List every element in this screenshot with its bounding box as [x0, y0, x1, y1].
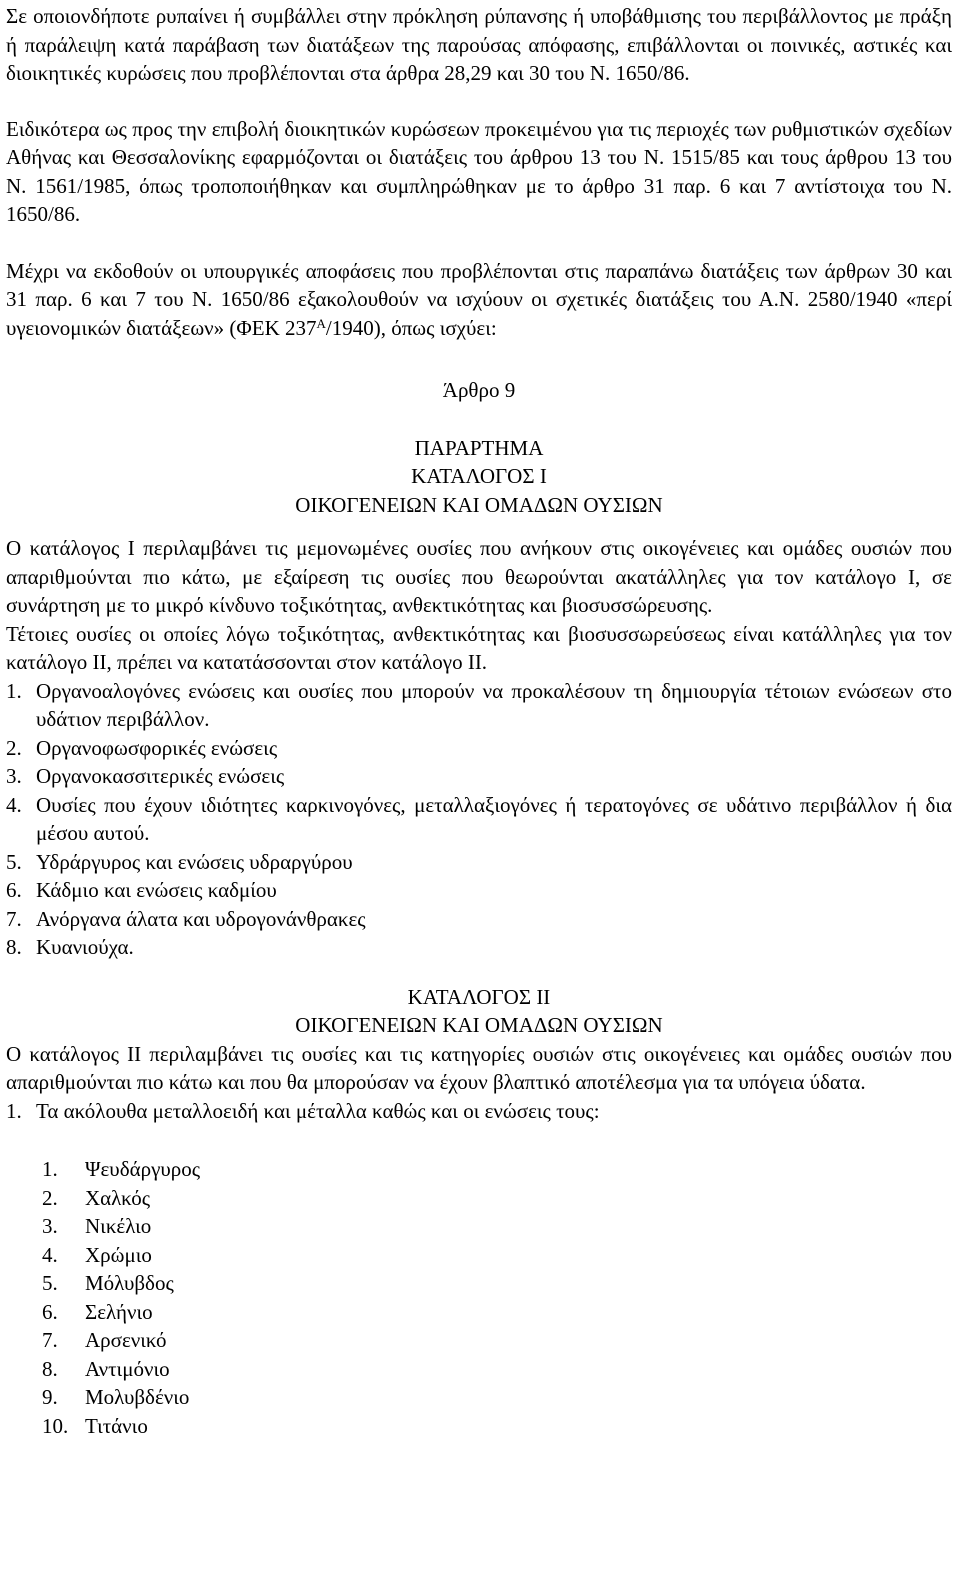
metal-item [6, 1298, 952, 1327]
list-item [6, 933, 952, 962]
metal-item-number: 8. [42, 1356, 58, 1381]
list-item-number: 1. [6, 678, 22, 703]
metal-item-text: Αρσενικό [85, 1328, 167, 1352]
metal-item-text: Μόλυβδος [85, 1271, 174, 1295]
metal-item [6, 1326, 952, 1355]
list-item-number: 1. [6, 1098, 22, 1123]
metals-list [6, 1155, 952, 1440]
metal-item-text: Τιτάνιο [85, 1413, 148, 1438]
list-item-number: 4. [6, 792, 22, 817]
list-item-text: Οργανοαλογόνες ενώσεις και ουσίες που μπορούν να προκαλέσουν τη δημιουργία τέτοιων ενώσεων στο υδάτιον περιβάλλον. [36, 678, 952, 731]
superscript: Α [316, 315, 326, 331]
metal-item [6, 1184, 952, 1213]
metal-item-text: Σελήνιο [85, 1299, 153, 1324]
metal-item-number: 3. [42, 1214, 58, 1238]
catalog2-list [6, 1097, 952, 1126]
paragraph-text: Μέχρι να εκδοθούν οι υπουργικές αποφάσεις που προβλέπονται στις παραπάνω διατάξεις των άρθρων 30 και 31 παρ. 6 και 7 του Ν. 1650/86 εξακολουθούν να ισχύουν οι σχετικές διατάξεις του Α.Ν. 2580/1940 «περί υγειονομικών διατάξεων» (ΦΕΚ 237 [6, 258, 952, 340]
document-page [6, 0, 952, 1440]
catalog1-intro: Ο κατάλογος Ι περιλαμβάνει τις μεμονωμένες ουσίες που ανήκουν στις οικογένειες και ομάδες ουσιών που απαριθμούνται πιο κάτω, με εξαίρεση τις ουσίες που θεωρούνται ακατάλληλες για τον κατάλογο Ι, σε συνάρτηση με το μικρό κίνδυνο τοξικότητας, ανθεκτικότητας και βιοσυσσώρευσης. [6, 536, 952, 617]
list-item [6, 762, 952, 791]
list-item-number: 3. [6, 764, 22, 788]
list-item-text: Ανόργανα άλατα και υδρογονάνθρακες [36, 906, 366, 931]
list-item-text: Κάδμιο και ενώσεις καδμίου [36, 878, 277, 902]
catalog2-title: ΚΑΤΑΛΟΓΟΣ ΙΙ [407, 984, 551, 1009]
catalog1-title: ΚΑΤΑΛΟΓΟΣ Ι [411, 464, 547, 488]
metal-item-number: 5. [42, 1271, 58, 1295]
list-item-text: Ουσίες που έχουν ιδιότητες καρκινογόνες, μεταλλαξιογόνες ή τερατογόνες σε υδάτινο περιβάλλον ή δια μέσου αυτού. [36, 792, 952, 845]
metal-item-text: Χαλκός [85, 1185, 151, 1210]
metal-item [6, 1383, 952, 1412]
paragraph-penalties: Σε οποιονδήποτε ρυπαίνει ή συμβάλλει στην πρόκληση ρύπανσης ή υποβάθμισης του περιβάλλοντος με πράξη ή παράλειψη κατά παράβαση των διατάξεων της παρούσας απόφασης, επιβάλλονται οι ποινικές, αστικές και διοικητικές κυρώσεις που προβλέπονται στα άρθρα 28,29 και 30 του Ν. 1650/86. [6, 4, 952, 85]
catalog1-note: Τέτοιες ουσίες οι οποίες λόγω τοξικότητας, ανθεκτικότητας και βιοσυσσωρεύσεως είναι κατάλληλες για τον κατάλογο ΙΙ, πρέπει να κατατάσσονται στον κατάλογο ΙΙ. [6, 621, 952, 674]
list-item-text: Οργανοκασσιτερικές ενώσεις [36, 764, 285, 788]
metal-item-number: 7. [42, 1328, 58, 1352]
list-item-number: 6. [6, 878, 22, 902]
paragraph-transitional-provisions [6, 257, 952, 343]
metal-item [6, 1241, 952, 1270]
metal-item-text: Χρώμιο [85, 1242, 152, 1267]
list-item [6, 677, 952, 734]
metal-item [6, 1155, 952, 1184]
list-item [6, 734, 952, 763]
metal-item-text: Αντιμόνιο [85, 1356, 170, 1381]
annex-title: ΠΑΡΑΡΤΗΜΑ [414, 435, 544, 460]
metal-item-number: 1. [42, 1157, 58, 1181]
list-item-text: Κυανιούχα. [36, 935, 134, 959]
metal-item-number: 4. [42, 1242, 58, 1267]
list-item [6, 848, 952, 877]
metal-item-number: 6. [42, 1299, 58, 1324]
metal-item [6, 1355, 952, 1384]
catalog2-intro: Ο κατάλογος ΙΙ περιλαμβάνει τις ουσίες και τις κατηγορίες ουσιών στις οικογένειες και ομάδες ουσιών που απαριθμούνται πιο κάτω και που θα μπορούσαν να έχουν βλαπτικό αποτέλεσμα για τα υπόγεια ύδατα. [6, 1041, 952, 1094]
list-item-number: 2. [6, 735, 22, 760]
list-item [6, 876, 952, 905]
list-item-text: Υδράργυρος και ενώσεις υδραργύρου [36, 849, 353, 874]
list-item [6, 1097, 952, 1126]
metal-item-number: 10. [42, 1413, 69, 1438]
paragraph-administrative-sanctions: Ειδικότερα ως προς την επιβολή διοικητικών κυρώσεων προκειμένου για τις περιοχές των ρυθμιστικών σχεδίων Αθήνας και Θεσσαλονίκης εφαρμόζονται οι διατάξεις του άρθρου 13 του Ν. 1515/85 και τους άρθρου 13 του Ν. 1561/1985, όπως τροποποιήθηκαν και συμπληρώθηκαν με το άρθρο 31 παρ. 6 και 7 αντίστοιχα του Ν. 1650/86. [6, 116, 952, 226]
list-item [6, 905, 952, 934]
metal-item-text: Ψευδάργυρος [85, 1157, 201, 1181]
metal-item-text: Μολυβδένιο [85, 1385, 190, 1409]
list-item-number: 8. [6, 935, 22, 959]
metal-item [6, 1269, 952, 1298]
catalog2-subtitle: ΟΙΚΟΓΕΝΕΙΩΝ ΚΑΙ ΟΜΑΔΩΝ ΟΥΣΙΩΝ [295, 1013, 663, 1037]
metal-item-number: 9. [42, 1385, 58, 1409]
list-item-text: Οργανοφωσφορικές ενώσεις [36, 735, 278, 760]
list-item-number: 7. [6, 906, 22, 931]
catalog1-list [6, 677, 952, 962]
metal-item-text: Νικέλιο [85, 1214, 152, 1238]
list-item-text: Τα ακόλουθα μεταλλοειδή και μέταλλα καθώς και οι ενώσεις τους: [36, 1098, 600, 1123]
article-heading: Άρθρο 9 [442, 378, 516, 402]
catalog1-subtitle: ΟΙΚΟΓΕΝΕΙΩΝ ΚΑΙ ΟΜΑΔΩΝ ΟΥΣΙΩΝ [295, 492, 663, 517]
metal-item-number: 2. [42, 1185, 58, 1210]
list-item-number: 5. [6, 849, 22, 874]
list-item [6, 791, 952, 848]
paragraph-text-end: /1940), όπως ισχύει: [325, 315, 497, 340]
metal-item [6, 1212, 952, 1241]
metal-item [6, 1412, 952, 1441]
